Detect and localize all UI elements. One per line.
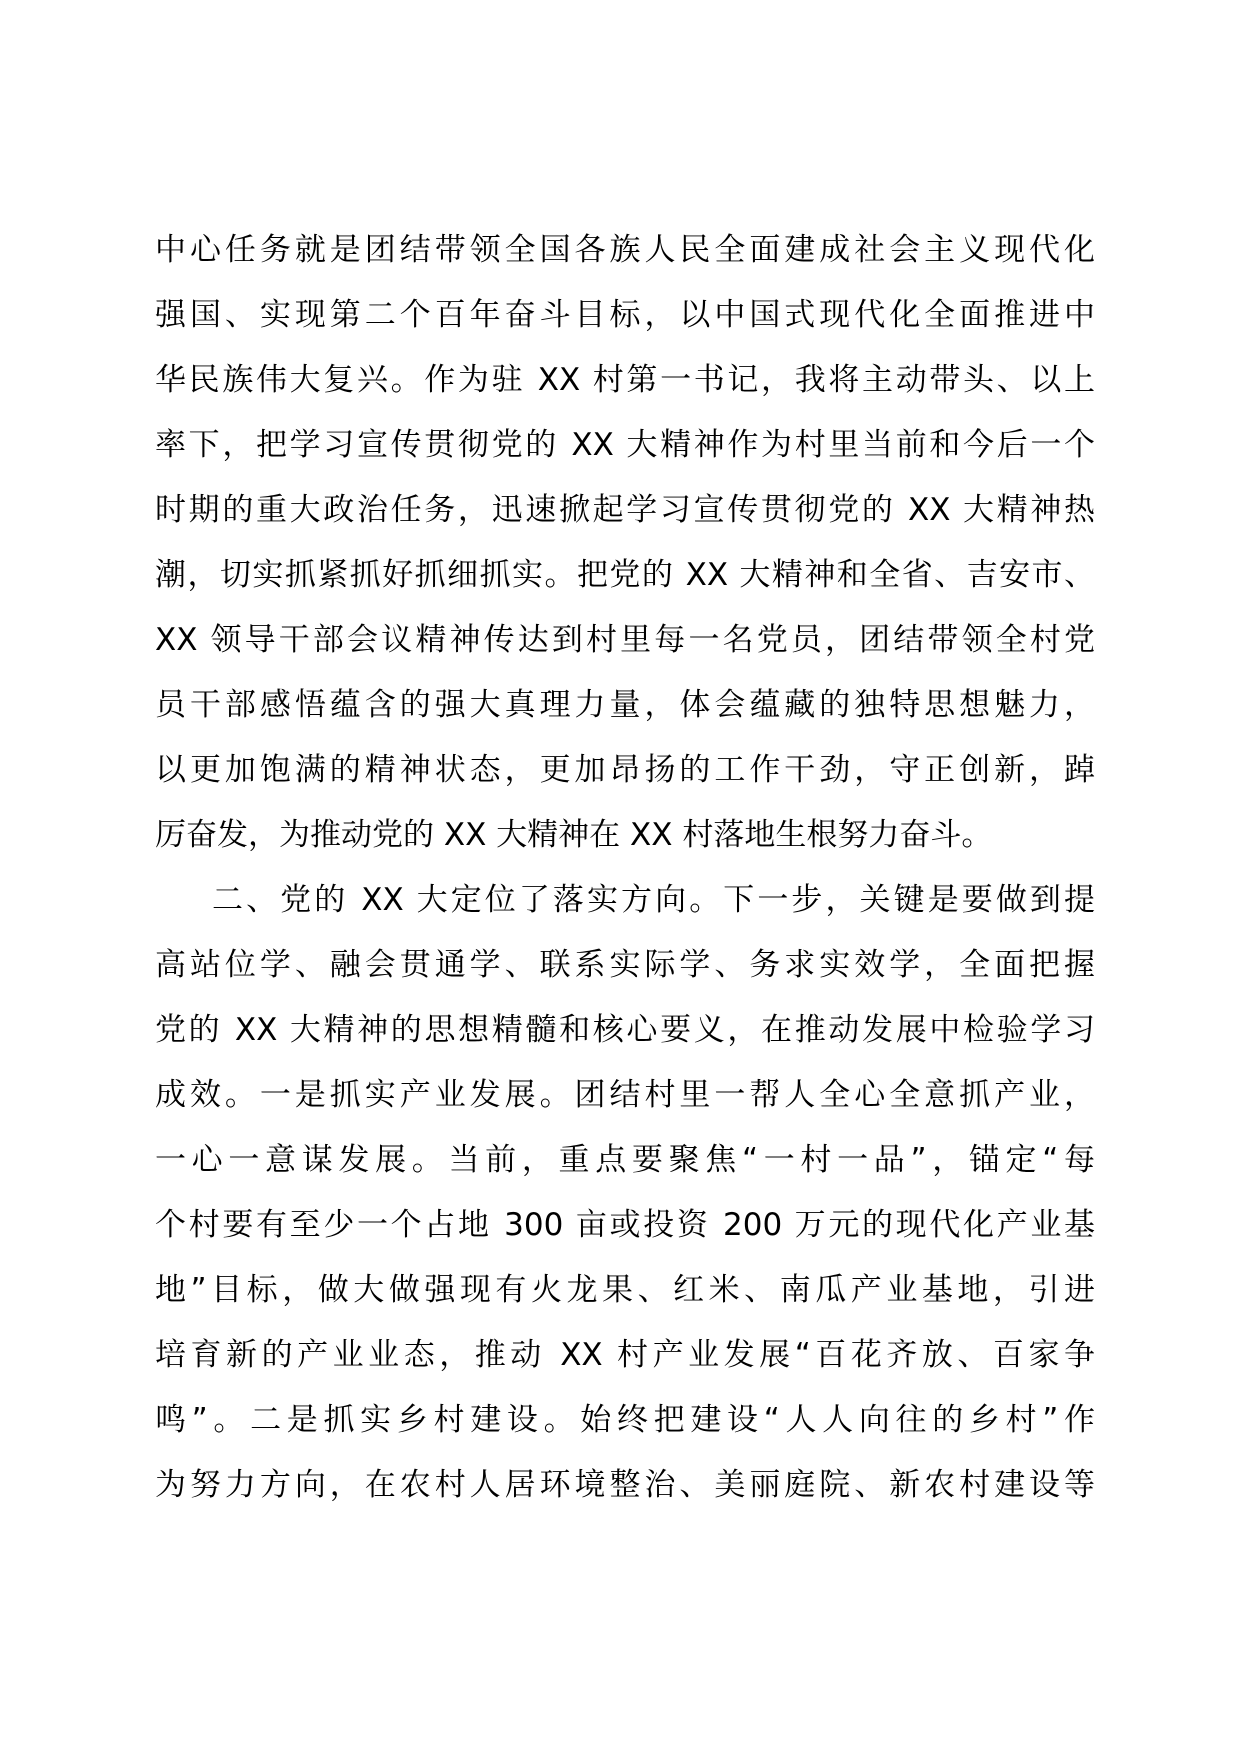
paragraph-1-line: XX 领导干部会议精神传达到村里每一名党员，团结带领全村党: [155, 622, 1095, 658]
paragraph-2-line: 二、党的 XX 大定位了落实方向。下一步，关键是要做到提: [212, 882, 1095, 918]
paragraph-2-line: 一心一意谋发展。当前，重点要聚焦“一村一品”，锚定“每: [155, 1142, 1095, 1178]
paragraph-1-line: 华民族伟大复兴。作为驻 XX 村第一书记，我将主动带头、以上: [155, 362, 1095, 398]
paragraph-2-line: 鸣”。二是抓实乡村建设。始终把建设“人人向往的乡村”作: [155, 1402, 1095, 1438]
paragraph-1-line: 以更加饱满的精神状态，更加昂扬的工作干劲，守正创新，踔: [155, 752, 1095, 788]
paragraph-1-line: 强国、实现第二个百年奋斗目标，以中国式现代化全面推进中: [155, 297, 1095, 333]
paragraph-1-line: 厉奋发，为推动党的 XX 大精神在 XX 村落地生根努力奋斗。: [155, 817, 993, 853]
paragraph-2-line: 培育新的产业业态，推动 XX 村产业发展“百花齐放、百家争: [155, 1337, 1095, 1373]
paragraph-1-line: 员干部感悟蕴含的强大真理力量，体会蕴藏的独特思想魅力，: [155, 687, 1095, 723]
paragraph-2-line: 党的 XX 大精神的思想精髓和核心要义，在推动发展中检验学习: [155, 1012, 1095, 1048]
paragraph-1-line: 中心任务就是团结带领全国各族人民全面建成社会主义现代化: [155, 232, 1095, 268]
paragraph-1-line: 时期的重大政治任务，迅速掀起学习宣传贯彻党的 XX 大精神热: [155, 492, 1095, 528]
document-body: [155, 218, 1095, 1518]
paragraph-1: [155, 218, 1095, 868]
paragraph-1-line: 率下，把学习宣传贯彻党的 XX 大精神作为村里当前和今后一个: [155, 427, 1095, 463]
paragraph-1-line: 潮，切实抓紧抓好抓细抓实。把党的 XX 大精神和全省、吉安市、: [155, 557, 1095, 593]
paragraph-2-line: 个村要有至少一个占地 300 亩或投资 200 万元的现代化产业基: [155, 1207, 1095, 1243]
paragraph-2-line: 为努力方向，在农村人居环境整治、美丽庭院、新农村建设等: [155, 1467, 1095, 1503]
paragraph-2-line: 成效。一是抓实产业发展。团结村里一帮人全心全意抓产业，: [155, 1077, 1095, 1113]
paragraph-2: [155, 868, 1095, 1518]
paragraph-2-line: 高站位学、融会贯通学、联系实际学、务求实效学，全面把握: [155, 947, 1095, 983]
paragraph-2-line: 地”目标，做大做强现有火龙果、红米、南瓜产业基地，引进: [155, 1272, 1095, 1308]
